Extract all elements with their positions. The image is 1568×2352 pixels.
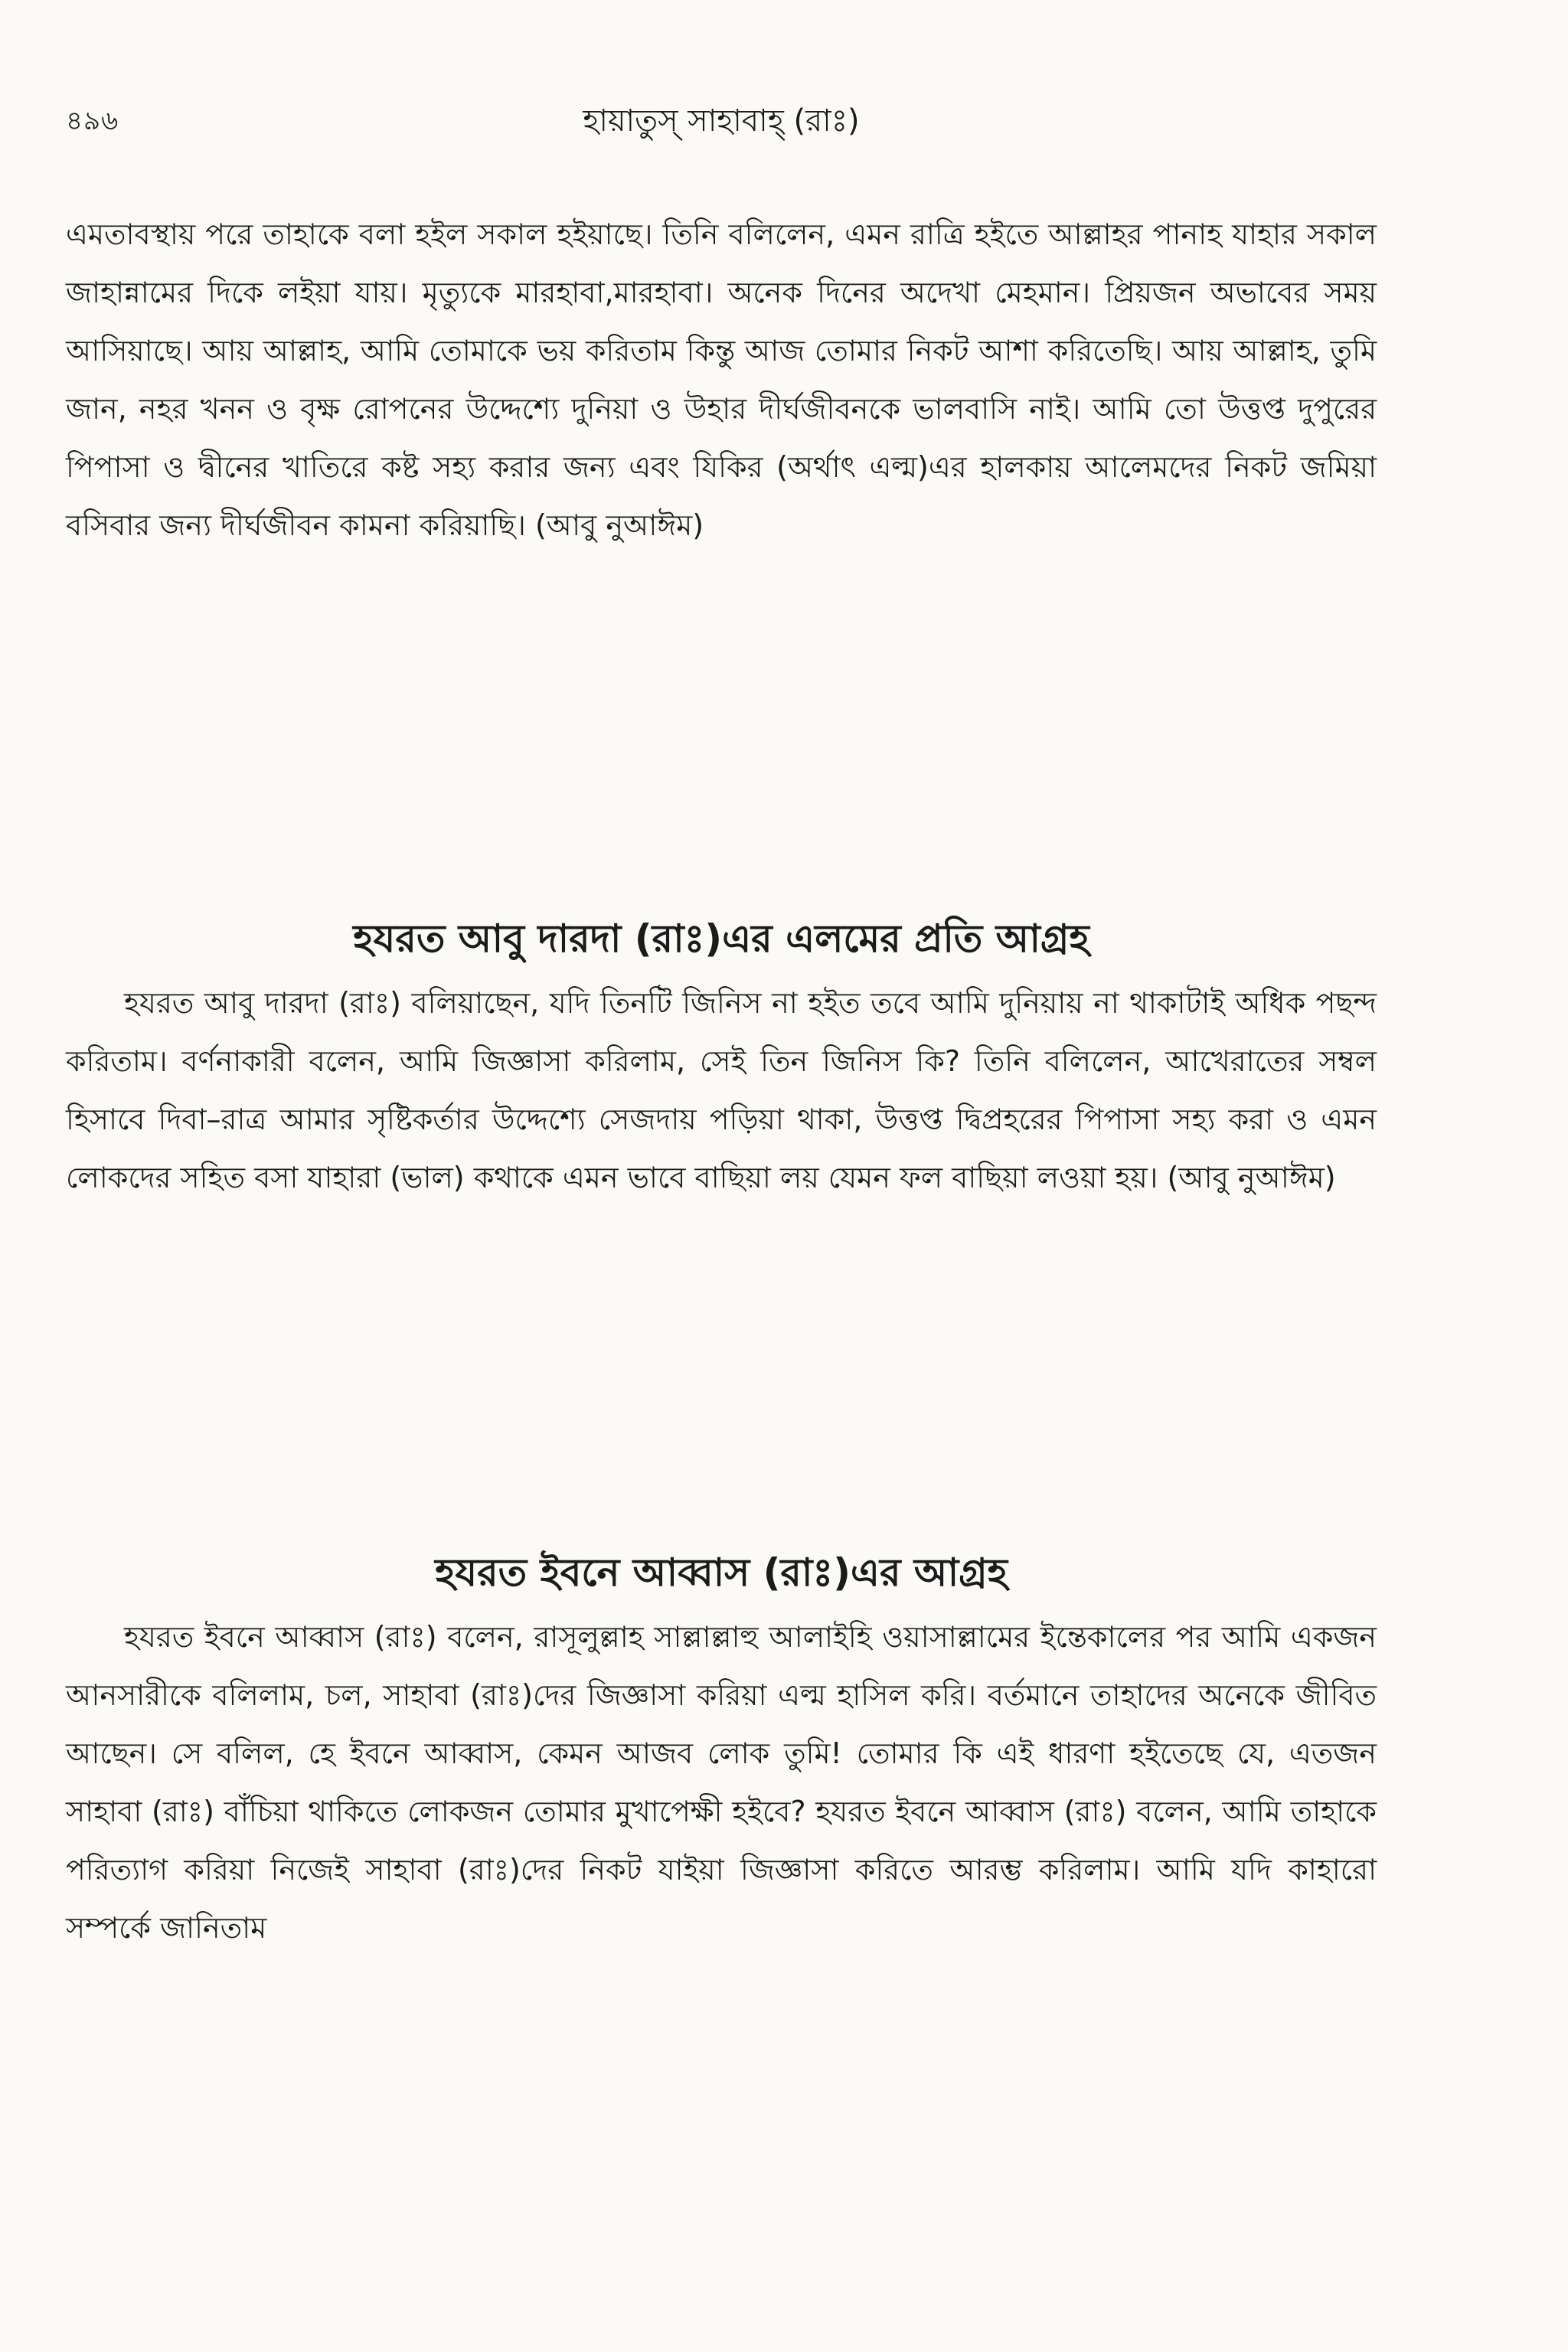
paragraph-abu-darda: হযরত আবু দারদা (রাঃ) বলিয়াছেন, যদি তিনটি জিনিস না হইত তবে আমি দুনিয়ায় না থাকাটাই অধিক পছন্দ করিতাম। বর্ণনাকারী বলেন, আমি জিজ্ঞাসা করিলাম, সেই তিন জিনিস কি? তিনি বলিলেন, আখেরাতের সম্বল হিসাবে দিবা–রাত্র আমার সৃষ্টিকর্তার উদ্দেশ্যে সেজদায় পড়িয়া থাকা, উত্তপ্ত দ্বিপ্রহরের পিপাসা সহ্য করা ও এমন লোকদের সহিত বসা যাহারা (ভাল) কথাকে এমন ভাবে বাছিয়া লয় যেমন ফল বাছিয়া লওয়া হয়। (আবু নুআঈম) <box>66 986 1377 1194</box>
section-heading-ibn-abbas: হযরত ইবনে আব্বাস (রাঃ)এর আগ্রহ <box>435 1550 1008 1595</box>
section-heading-abu-darda: হযরত আবু দারদা (রাঃ)এর এলমের প্রতি আগ্রহ <box>353 916 1089 961</box>
paragraph-continued: এমতাবস্থায় পরে তাহাকে বলা হইল সকাল হইয়াছে। তিনি বলিলেন, এমন রাত্রি হইতে আল্লাহর পানাহ যাহার সকাল জাহান্নামের দিকে লইয়া যায়। মৃত্যুকে মারহাবা,মারহাবা। অনেক দিনের অদেখা মেহমান। প্রিয়জন অভাবের সময় আসিয়াছে। আয় আল্লাহ, আমি তোমাকে ভয় করিতাম কিন্তু আজ তোমার নিকট আশা করিতেছি। আয় আল্লাহ, তুমি জান, নহর খনন ও বৃক্ষ রোপনের উদ্দেশ্যে দুনিয়া ও উহার দীর্ঘজীবনকে ভালবাসি নাই। আমি তো উত্তপ্ত দুপুরের পিপাসা ও দ্বীনের খাতিরে কষ্ট সহ্য করার জন্য এবং যিকির (অর্থাৎ এল্ম)এর হালকায় আলেমদের নিকট জমিয়া বসিবার জন্য দীর্ঘজীবন কামনা করিয়াছি। (আবু নুআঈম) <box>66 217 1377 542</box>
running-title: হায়াতুস্ সাহাবাহ্ (রাঃ) <box>583 103 860 139</box>
page-number: ৪৯৬ <box>66 106 119 136</box>
paragraph-ibn-abbas: হযরত ইবনে আব্বাস (রাঃ) বলেন, রাসূলুল্লাহ সাল্লাল্লাহু আলাইহি ওয়াসাল্লামের ইন্তেকালের পর আমি একজন আনসারীকে বলিলাম, চল, সাহাবা (রাঃ)দের জিজ্ঞাসা করিয়া এল্ম হাসিল করি। বর্তমানে তাহাদের অনেকে জীবিত আছেন। সে বলিল, হে ইবনে আব্বাস, কেমন আজব লোক তুমি! তোমার কি এই ধারণা হইতেছে যে, এতজন সাহাবা (রাঃ) বাঁচিয়া থাকিতে লোকজন তোমার মুখাপেক্ষী হইবে? হযরত ইবনে আব্বাস (রাঃ) বলেন, আমি তাহাকে পরিত্যাগ করিয়া নিজেই সাহাবা (রাঃ)দের নিকট যাইয়া জিজ্ঞাসা করিতে আরম্ভ করিলাম। আমি যদি কাহারো সম্পর্কে জানিতাম <box>66 1620 1377 1945</box>
running-header <box>66 90 1377 152</box>
